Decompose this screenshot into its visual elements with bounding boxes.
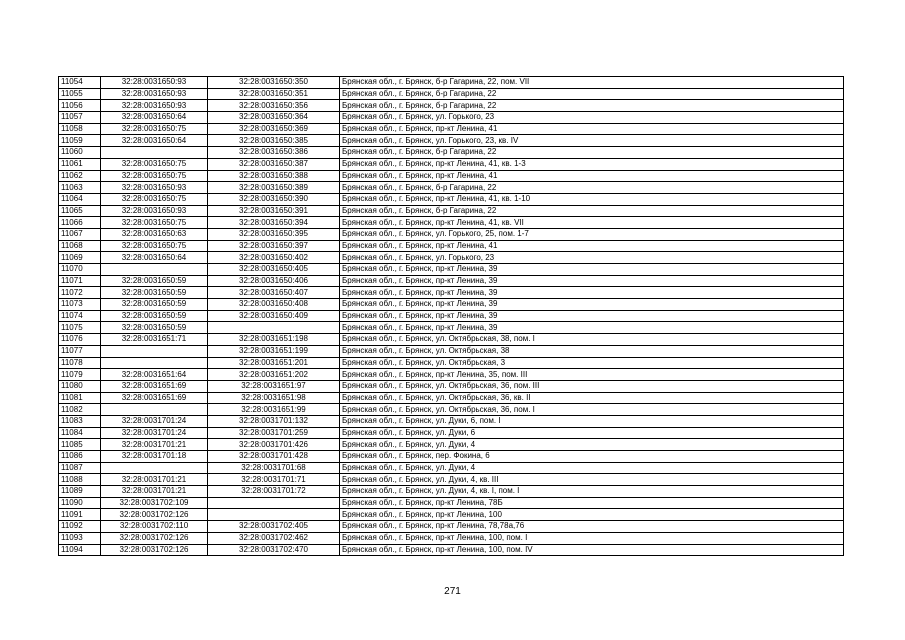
parent-cadastral-cell: 32:28:0031701:21 bbox=[101, 474, 208, 486]
row-number-cell: 11060 bbox=[59, 147, 101, 159]
address-cell: Брянская обл., г. Брянск, пр-кт Ленина, 39 bbox=[340, 287, 844, 299]
cadastral-number-cell: 32:28:0031650:402 bbox=[208, 252, 340, 264]
address-cell: Брянская обл., г. Брянск, ул. Дуки, 4, кв. I, пом. I bbox=[340, 486, 844, 498]
address-cell: Брянская обл., г. Брянск, ул. Октябрьская, 3 bbox=[340, 357, 844, 369]
table-row bbox=[59, 240, 844, 252]
page-number: 271 bbox=[444, 586, 461, 597]
table-row bbox=[59, 217, 844, 229]
parent-cadastral-cell: 32:28:0031702:109 bbox=[101, 497, 208, 509]
cadastral-number-cell: 32:28:0031651:98 bbox=[208, 392, 340, 404]
parent-cadastral-cell: 32:28:0031650:93 bbox=[101, 100, 208, 112]
parent-cadastral-cell bbox=[101, 357, 208, 369]
cadastral-number-cell: 32:28:0031702:405 bbox=[208, 521, 340, 533]
property-register-table bbox=[58, 76, 844, 556]
parent-cadastral-cell: 32:28:0031701:21 bbox=[101, 486, 208, 498]
parent-cadastral-cell: 32:28:0031651:69 bbox=[101, 392, 208, 404]
parent-cadastral-cell bbox=[101, 404, 208, 416]
row-number-cell: 11070 bbox=[59, 264, 101, 276]
parent-cadastral-cell: 32:28:0031651:69 bbox=[101, 380, 208, 392]
row-number-cell: 11078 bbox=[59, 357, 101, 369]
row-number-cell: 11085 bbox=[59, 439, 101, 451]
table-row bbox=[59, 544, 844, 556]
parent-cadastral-cell: 32:28:0031650:75 bbox=[101, 193, 208, 205]
table-row bbox=[59, 427, 844, 439]
table-row bbox=[59, 532, 844, 544]
table-row bbox=[59, 310, 844, 322]
cadastral-number-cell: 32:28:0031650:387 bbox=[208, 158, 340, 170]
row-number-cell: 11082 bbox=[59, 404, 101, 416]
address-cell: Брянская обл., г. Брянск, пр-кт Ленина, 100, пом. IV bbox=[340, 544, 844, 556]
parent-cadastral-cell: 32:28:0031650:93 bbox=[101, 88, 208, 100]
cadastral-number-cell: 32:28:0031650:405 bbox=[208, 264, 340, 276]
parent-cadastral-cell bbox=[101, 147, 208, 159]
parent-cadastral-cell: 32:28:0031650:64 bbox=[101, 252, 208, 264]
cadastral-number-cell: 32:28:0031702:470 bbox=[208, 544, 340, 556]
row-number-cell: 11074 bbox=[59, 310, 101, 322]
row-number-cell: 11091 bbox=[59, 509, 101, 521]
table-row bbox=[59, 287, 844, 299]
table-row bbox=[59, 182, 844, 194]
address-cell: Брянская обл., г. Брянск, ул. Дуки, 4, кв. III bbox=[340, 474, 844, 486]
row-number-cell: 11084 bbox=[59, 427, 101, 439]
parent-cadastral-cell: 32:28:0031650:59 bbox=[101, 275, 208, 287]
table-row bbox=[59, 497, 844, 509]
address-cell: Брянская обл., г. Брянск, пр-кт Ленина, 41 bbox=[340, 123, 844, 135]
row-number-cell: 11058 bbox=[59, 123, 101, 135]
parent-cadastral-cell: 32:28:0031701:24 bbox=[101, 415, 208, 427]
row-number-cell: 11079 bbox=[59, 369, 101, 381]
row-number-cell: 11088 bbox=[59, 474, 101, 486]
table-row bbox=[59, 170, 844, 182]
table-row bbox=[59, 77, 844, 89]
parent-cadastral-cell: 32:28:0031650:75 bbox=[101, 217, 208, 229]
row-number-cell: 11061 bbox=[59, 158, 101, 170]
cadastral-number-cell: 32:28:0031650:356 bbox=[208, 100, 340, 112]
row-number-cell: 11075 bbox=[59, 322, 101, 334]
row-number-cell: 11056 bbox=[59, 100, 101, 112]
cadastral-number-cell: 32:28:0031650:406 bbox=[208, 275, 340, 287]
cadastral-number-cell: 32:28:0031650:386 bbox=[208, 147, 340, 159]
row-number-cell: 11062 bbox=[59, 170, 101, 182]
cadastral-number-cell: 32:28:0031701:71 bbox=[208, 474, 340, 486]
cadastral-number-cell: 32:28:0031701:72 bbox=[208, 486, 340, 498]
parent-cadastral-cell: 32:28:0031702:126 bbox=[101, 544, 208, 556]
parent-cadastral-cell: 32:28:0031702:110 bbox=[101, 521, 208, 533]
row-number-cell: 11076 bbox=[59, 334, 101, 346]
cadastral-number-cell: 32:28:0031650:394 bbox=[208, 217, 340, 229]
parent-cadastral-cell: 32:28:0031651:64 bbox=[101, 369, 208, 381]
table-row bbox=[59, 415, 844, 427]
parent-cadastral-cell: 32:28:0031650:59 bbox=[101, 322, 208, 334]
cadastral-number-cell: 32:28:0031651:198 bbox=[208, 334, 340, 346]
row-number-cell: 11069 bbox=[59, 252, 101, 264]
cadastral-number-cell: 32:28:0031650:364 bbox=[208, 112, 340, 124]
row-number-cell: 11081 bbox=[59, 392, 101, 404]
row-number-cell: 11055 bbox=[59, 88, 101, 100]
row-number-cell: 11089 bbox=[59, 486, 101, 498]
address-cell: Брянская обл., г. Брянск, б-р Гагарина, 22, пом. VII bbox=[340, 77, 844, 89]
table-row bbox=[59, 100, 844, 112]
cadastral-number-cell: 32:28:0031650:350 bbox=[208, 77, 340, 89]
parent-cadastral-cell: 32:28:0031650:75 bbox=[101, 170, 208, 182]
row-number-cell: 11054 bbox=[59, 77, 101, 89]
table-row bbox=[59, 252, 844, 264]
address-cell: Брянская обл., г. Брянск, б-р Гагарина, 22 bbox=[340, 182, 844, 194]
cadastral-number-cell bbox=[208, 497, 340, 509]
parent-cadastral-cell: 32:28:0031701:18 bbox=[101, 451, 208, 463]
parent-cadastral-cell: 32:28:0031650:59 bbox=[101, 299, 208, 311]
table-row bbox=[59, 357, 844, 369]
address-cell: Брянская обл., г. Брянск, пр-кт Ленина, 39 bbox=[340, 275, 844, 287]
address-cell: Брянская обл., г. Брянск, ул. Дуки, 4 bbox=[340, 439, 844, 451]
address-cell: Брянская обл., г. Брянск, ул. Дуки, 6 bbox=[340, 427, 844, 439]
parent-cadastral-cell: 32:28:0031650:63 bbox=[101, 228, 208, 240]
parent-cadastral-cell: 32:28:0031650:59 bbox=[101, 287, 208, 299]
table-row bbox=[59, 509, 844, 521]
parent-cadastral-cell: 32:28:0031650:59 bbox=[101, 310, 208, 322]
address-cell: Брянская обл., г. Брянск, пр-кт Ленина, 41 bbox=[340, 170, 844, 182]
parent-cadastral-cell: 32:28:0031650:64 bbox=[101, 135, 208, 147]
table-row bbox=[59, 123, 844, 135]
table-row bbox=[59, 135, 844, 147]
address-cell: Брянская обл., г. Брянск, ул. Горького, 23, кв. IV bbox=[340, 135, 844, 147]
address-cell: Брянская обл., г. Брянск, пр-кт Ленина, 78Б bbox=[340, 497, 844, 509]
cadastral-number-cell: 32:28:0031650:395 bbox=[208, 228, 340, 240]
cadastral-number-cell: 32:28:0031651:99 bbox=[208, 404, 340, 416]
row-number-cell: 11080 bbox=[59, 380, 101, 392]
table-row bbox=[59, 345, 844, 357]
parent-cadastral-cell: 32:28:0031650:75 bbox=[101, 158, 208, 170]
cadastral-number-cell bbox=[208, 322, 340, 334]
table-row bbox=[59, 392, 844, 404]
row-number-cell: 11063 bbox=[59, 182, 101, 194]
address-cell: Брянская обл., г. Брянск, пр-кт Ленина, 39 bbox=[340, 310, 844, 322]
table-row bbox=[59, 228, 844, 240]
cadastral-number-cell: 32:28:0031701:426 bbox=[208, 439, 340, 451]
row-number-cell: 11077 bbox=[59, 345, 101, 357]
address-cell: Брянская обл., г. Брянск, ул. Октябрьская, 38 bbox=[340, 345, 844, 357]
parent-cadastral-cell: 32:28:0031651:71 bbox=[101, 334, 208, 346]
cadastral-number-cell: 32:28:0031650:389 bbox=[208, 182, 340, 194]
address-cell: Брянская обл., г. Брянск, пр-кт Ленина, 100 bbox=[340, 509, 844, 521]
row-number-cell: 11068 bbox=[59, 240, 101, 252]
address-cell: Брянская обл., г. Брянск, б-р Гагарина, 22 bbox=[340, 205, 844, 217]
row-number-cell: 11059 bbox=[59, 135, 101, 147]
row-number-cell: 11071 bbox=[59, 275, 101, 287]
row-number-cell: 11094 bbox=[59, 544, 101, 556]
row-number-cell: 11065 bbox=[59, 205, 101, 217]
parent-cadastral-cell: 32:28:0031650:93 bbox=[101, 205, 208, 217]
table-row bbox=[59, 462, 844, 474]
row-number-cell: 11093 bbox=[59, 532, 101, 544]
cadastral-number-cell: 32:28:0031650:409 bbox=[208, 310, 340, 322]
parent-cadastral-cell bbox=[101, 345, 208, 357]
cadastral-number-cell: 32:28:0031650:351 bbox=[208, 88, 340, 100]
parent-cadastral-cell: 32:28:0031701:21 bbox=[101, 439, 208, 451]
cadastral-number-cell: 32:28:0031651:199 bbox=[208, 345, 340, 357]
parent-cadastral-cell: 32:28:0031701:24 bbox=[101, 427, 208, 439]
parent-cadastral-cell: 32:28:0031650:75 bbox=[101, 240, 208, 252]
table-row bbox=[59, 486, 844, 498]
address-cell: Брянская обл., г. Брянск, ул. Горького, 23 bbox=[340, 252, 844, 264]
row-number-cell: 11066 bbox=[59, 217, 101, 229]
parent-cadastral-cell: 32:28:0031650:93 bbox=[101, 77, 208, 89]
address-cell: Брянская обл., г. Брянск, пр-кт Ленина, 35, пом. III bbox=[340, 369, 844, 381]
table-row bbox=[59, 299, 844, 311]
address-cell: Брянская обл., г. Брянск, ул. Дуки, 4 bbox=[340, 462, 844, 474]
cadastral-number-cell: 32:28:0031701:428 bbox=[208, 451, 340, 463]
address-cell: Брянская обл., г. Брянск, ул. Дуки, 6, пом. I bbox=[340, 415, 844, 427]
table-row bbox=[59, 474, 844, 486]
cadastral-number-cell: 32:28:0031650:388 bbox=[208, 170, 340, 182]
row-number-cell: 11087 bbox=[59, 462, 101, 474]
table-row bbox=[59, 158, 844, 170]
address-cell: Брянская обл., г. Брянск, б-р Гагарина, 22 bbox=[340, 147, 844, 159]
table-row bbox=[59, 521, 844, 533]
table-row bbox=[59, 439, 844, 451]
row-number-cell: 11057 bbox=[59, 112, 101, 124]
cadastral-number-cell: 32:28:0031650:390 bbox=[208, 193, 340, 205]
row-number-cell: 11072 bbox=[59, 287, 101, 299]
parent-cadastral-cell bbox=[101, 264, 208, 276]
cadastral-number-cell: 32:28:0031650:391 bbox=[208, 205, 340, 217]
parent-cadastral-cell: 32:28:0031702:126 bbox=[101, 532, 208, 544]
address-cell: Брянская обл., г. Брянск, б-р Гагарина, 22 bbox=[340, 100, 844, 112]
table-row bbox=[59, 112, 844, 124]
address-cell: Брянская обл., г. Брянск, ул. Горького, 23 bbox=[340, 112, 844, 124]
address-cell: Брянская обл., г. Брянск, ул. Октябрьская, 36, пом. I bbox=[340, 404, 844, 416]
row-number-cell: 11064 bbox=[59, 193, 101, 205]
address-cell: Брянская обл., г. Брянск, пр-кт Ленина, 41, кв. VII bbox=[340, 217, 844, 229]
cadastral-number-cell: 32:28:0031650:385 bbox=[208, 135, 340, 147]
address-cell: Брянская обл., г. Брянск, пр-кт Ленина, 78,78а,76 bbox=[340, 521, 844, 533]
parent-cadastral-cell: 32:28:0031650:75 bbox=[101, 123, 208, 135]
cadastral-number-cell: 32:28:0031650:408 bbox=[208, 299, 340, 311]
cadastral-number-cell: 32:28:0031650:397 bbox=[208, 240, 340, 252]
table-row bbox=[59, 334, 844, 346]
table-row bbox=[59, 322, 844, 334]
row-number-cell: 11083 bbox=[59, 415, 101, 427]
table-row bbox=[59, 404, 844, 416]
cadastral-number-cell bbox=[208, 509, 340, 521]
row-number-cell: 11090 bbox=[59, 497, 101, 509]
parent-cadastral-cell: 32:28:0031650:93 bbox=[101, 182, 208, 194]
row-number-cell: 11073 bbox=[59, 299, 101, 311]
table-row bbox=[59, 88, 844, 100]
register-table-body bbox=[59, 77, 844, 556]
parent-cadastral-cell: 32:28:0031650:64 bbox=[101, 112, 208, 124]
address-cell: Брянская обл., г. Брянск, ул. Горького, 25, пом. 1-7 bbox=[340, 228, 844, 240]
address-cell: Брянская обл., г. Брянск, б-р Гагарина, 22 bbox=[340, 88, 844, 100]
table-row bbox=[59, 451, 844, 463]
table-row bbox=[59, 205, 844, 217]
cadastral-number-cell: 32:28:0031650:369 bbox=[208, 123, 340, 135]
address-cell: Брянская обл., г. Брянск, ул. Октябрьская, 36, пом. III bbox=[340, 380, 844, 392]
cadastral-number-cell: 32:28:0031701:68 bbox=[208, 462, 340, 474]
table-row bbox=[59, 193, 844, 205]
address-cell: Брянская обл., г. Брянск, пр-кт Ленина, 39 bbox=[340, 322, 844, 334]
cadastral-number-cell: 32:28:0031701:132 bbox=[208, 415, 340, 427]
address-cell: Брянская обл., г. Брянск, пр-кт Ленина, 41, кв. 1-3 bbox=[340, 158, 844, 170]
table-row bbox=[59, 264, 844, 276]
cadastral-number-cell: 32:28:0031701:259 bbox=[208, 427, 340, 439]
row-number-cell: 11092 bbox=[59, 521, 101, 533]
address-cell: Брянская обл., г. Брянск, ул. Октябрьская, 38, пом. I bbox=[340, 334, 844, 346]
cadastral-number-cell: 32:28:0031650:407 bbox=[208, 287, 340, 299]
address-cell: Брянская обл., г. Брянск, пр-кт Ленина, 41 bbox=[340, 240, 844, 252]
table-row bbox=[59, 275, 844, 287]
table-row bbox=[59, 147, 844, 159]
table-row bbox=[59, 369, 844, 381]
table-row bbox=[59, 380, 844, 392]
address-cell: Брянская обл., г. Брянск, ул. Октябрьская, 36, кв. II bbox=[340, 392, 844, 404]
cadastral-number-cell: 32:28:0031651:202 bbox=[208, 369, 340, 381]
cadastral-number-cell: 32:28:0031702:462 bbox=[208, 532, 340, 544]
parent-cadastral-cell: 32:28:0031702:126 bbox=[101, 509, 208, 521]
address-cell: Брянская обл., г. Брянск, пр-кт Ленина, 41, кв. 1-10 bbox=[340, 193, 844, 205]
row-number-cell: 11086 bbox=[59, 451, 101, 463]
row-number-cell: 11067 bbox=[59, 228, 101, 240]
address-cell: Брянская обл., г. Брянск, пр-кт Ленина, 39 bbox=[340, 264, 844, 276]
address-cell: Брянская обл., г. Брянск, пр-кт Ленина, 100, пом. I bbox=[340, 532, 844, 544]
cadastral-number-cell: 32:28:0031651:97 bbox=[208, 380, 340, 392]
cadastral-number-cell: 32:28:0031651:201 bbox=[208, 357, 340, 369]
parent-cadastral-cell bbox=[101, 462, 208, 474]
address-cell: Брянская обл., г. Брянск, пер. Фокина, 6 bbox=[340, 451, 844, 463]
address-cell: Брянская обл., г. Брянск, пр-кт Ленина, 39 bbox=[340, 299, 844, 311]
